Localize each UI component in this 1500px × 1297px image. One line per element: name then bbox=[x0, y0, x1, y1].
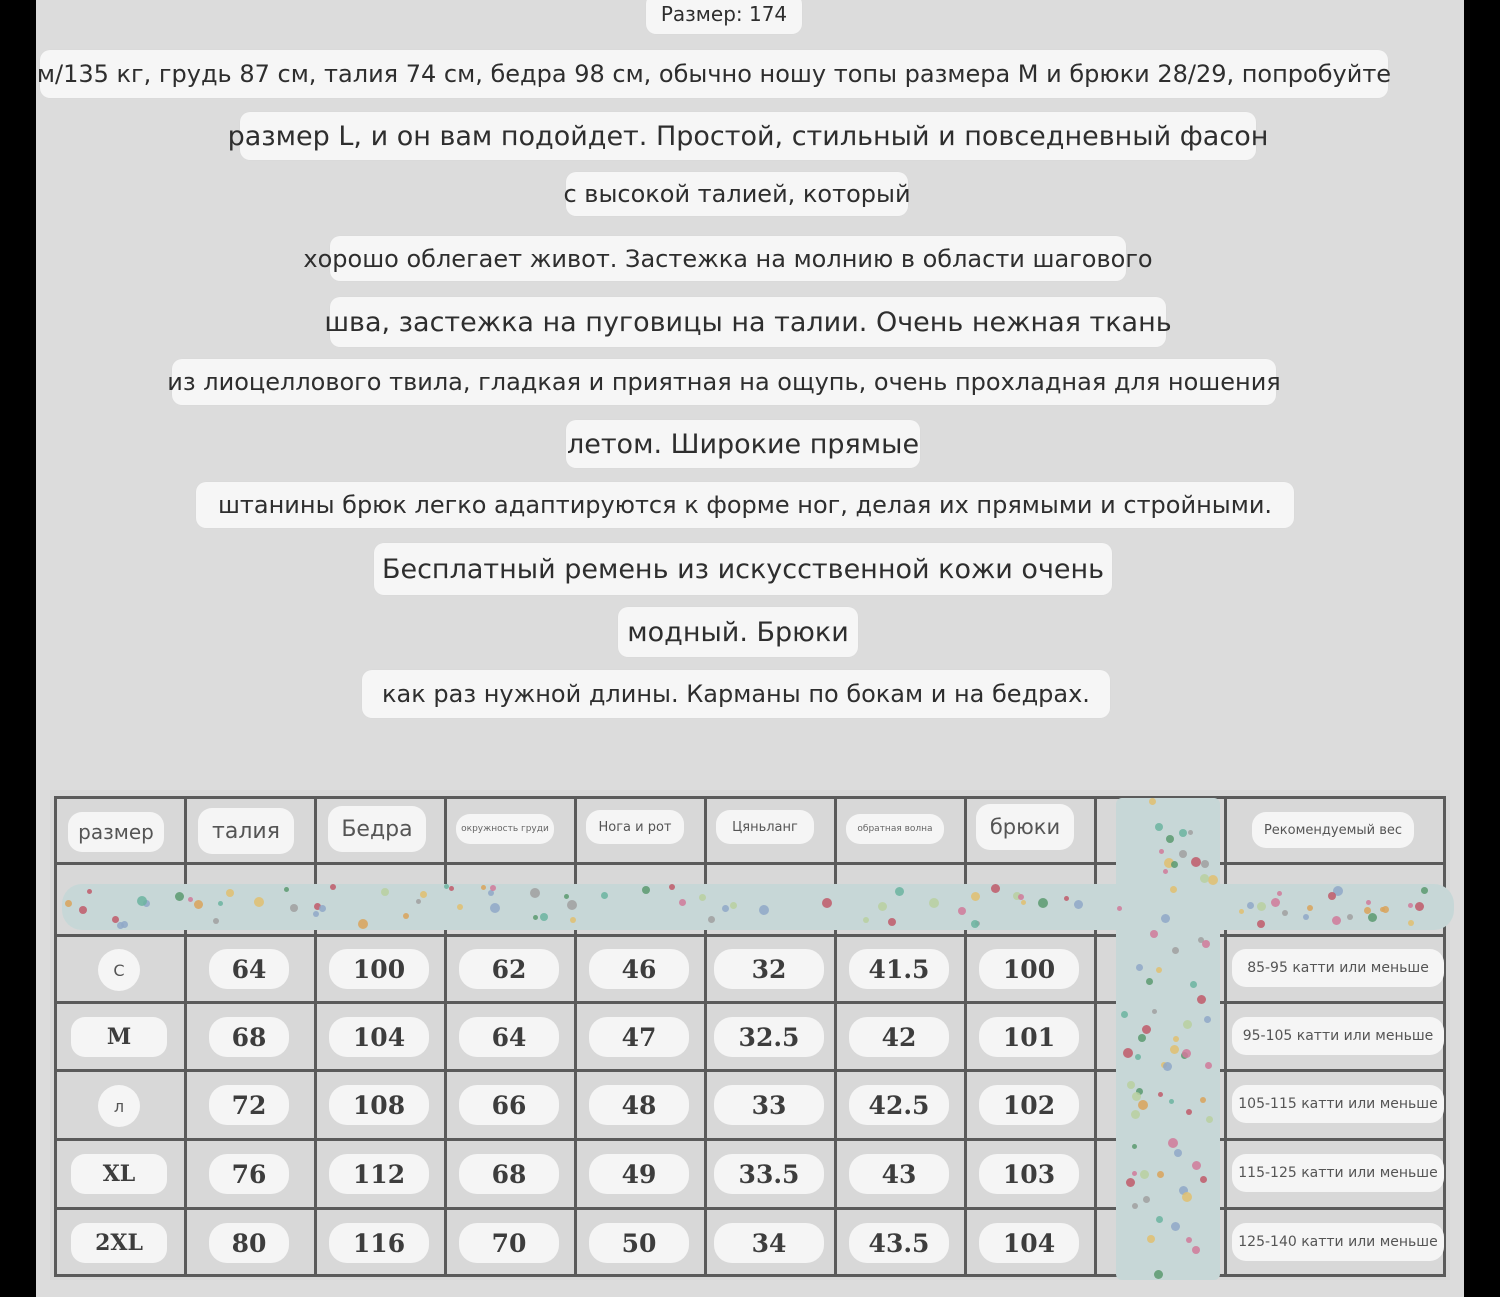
polka-dot bbox=[1170, 1045, 1179, 1054]
measurement-value: 112 bbox=[329, 1154, 429, 1194]
measurement-value: 32.5 bbox=[714, 1017, 824, 1057]
recommended-weight: 115-125 катти или меньше bbox=[1232, 1154, 1444, 1192]
polka-dot bbox=[490, 903, 500, 913]
polka-dot bbox=[1138, 1100, 1148, 1110]
polka-dot bbox=[1038, 898, 1048, 908]
polka-dot bbox=[1277, 891, 1282, 896]
polka-dot bbox=[1143, 1196, 1150, 1203]
polka-dot bbox=[1206, 1116, 1213, 1123]
measurement-value: 50 bbox=[589, 1223, 689, 1263]
polka-dot bbox=[420, 891, 427, 898]
polka-dot bbox=[1074, 900, 1083, 909]
polka-dot bbox=[540, 913, 548, 921]
measurement-value: 116 bbox=[329, 1223, 429, 1263]
polka-dot bbox=[112, 916, 119, 923]
polka-dot bbox=[1205, 1062, 1212, 1069]
header-size: размер bbox=[68, 812, 164, 852]
polka-dot bbox=[1257, 920, 1265, 928]
polka-dot bbox=[284, 887, 289, 892]
polka-dot bbox=[1156, 1216, 1163, 1223]
polka-dot bbox=[457, 904, 463, 910]
polka-dot bbox=[1191, 857, 1201, 867]
polka-dot bbox=[330, 884, 336, 890]
polka-dot bbox=[1282, 910, 1288, 916]
measurement-value: 62 bbox=[459, 949, 559, 989]
polka-dot bbox=[1156, 967, 1162, 973]
polka-dot bbox=[895, 887, 904, 896]
polka-dot bbox=[1131, 1110, 1140, 1119]
polka-dot bbox=[1147, 1235, 1155, 1243]
description-line: с высокой талией, который bbox=[566, 172, 908, 216]
polka-dot bbox=[1132, 1092, 1141, 1101]
polka-dot bbox=[1204, 1016, 1211, 1023]
polka-dot bbox=[1208, 875, 1218, 885]
recommended-weight: 85-95 катти или меньше bbox=[1232, 949, 1444, 987]
recommended-weight: 125-140 катти или меньше bbox=[1232, 1223, 1444, 1261]
polka-dot bbox=[1121, 1011, 1128, 1018]
polka-dot bbox=[213, 918, 219, 924]
polka-dot bbox=[601, 892, 608, 899]
measurement-value: 32 bbox=[714, 949, 824, 989]
polka-dot bbox=[1117, 906, 1122, 911]
polka-dot bbox=[416, 899, 421, 904]
polka-dot bbox=[929, 898, 939, 908]
polka-dot bbox=[79, 906, 87, 914]
description-line: Размер: 174 bbox=[646, 0, 802, 34]
polka-dot bbox=[1146, 978, 1153, 985]
polka-dot bbox=[1142, 1025, 1151, 1034]
polka-dot bbox=[863, 917, 869, 923]
polka-dot bbox=[1154, 1270, 1163, 1279]
polka-dot bbox=[381, 888, 389, 896]
measurement-value: 48 bbox=[589, 1085, 689, 1125]
polka-dot bbox=[1382, 906, 1389, 913]
polka-dot bbox=[1171, 1222, 1180, 1231]
polka-dot bbox=[319, 905, 326, 912]
polka-dot bbox=[1149, 798, 1156, 805]
polka-dot bbox=[1328, 892, 1336, 900]
measurement-value: 41.5 bbox=[849, 949, 949, 989]
measurement-value: 43.5 bbox=[849, 1223, 949, 1263]
polka-dot bbox=[1158, 1092, 1163, 1097]
polka-dot bbox=[175, 892, 184, 901]
measurement-value: 72 bbox=[209, 1085, 289, 1125]
polka-dot bbox=[1239, 909, 1244, 914]
polka-dot bbox=[1247, 902, 1254, 909]
polka-dot bbox=[1152, 1009, 1157, 1014]
polka-dot bbox=[822, 898, 832, 908]
right-black-border bbox=[1464, 0, 1500, 1297]
polka-dot bbox=[358, 919, 368, 929]
polka-dot bbox=[1136, 964, 1143, 971]
polka-dot bbox=[722, 905, 729, 912]
measurement-value: 46 bbox=[589, 949, 689, 989]
polka-dot bbox=[1021, 900, 1026, 905]
polka-dot bbox=[1307, 905, 1313, 911]
description-line: шва, застежка на пуговицы на талии. Очень нежная ткань bbox=[330, 297, 1166, 347]
polka-dot bbox=[530, 888, 540, 898]
polka-dot bbox=[218, 901, 223, 906]
measurement-value: 49 bbox=[589, 1154, 689, 1194]
measurement-value: 76 bbox=[209, 1154, 289, 1194]
measurement-value: 102 bbox=[979, 1085, 1079, 1125]
polka-dot bbox=[1166, 835, 1174, 843]
header-waist: талия bbox=[198, 808, 294, 854]
measurement-value: 100 bbox=[329, 949, 429, 989]
measurement-value: 104 bbox=[329, 1017, 429, 1057]
polka-dot-band-horizontal bbox=[62, 884, 1454, 930]
polka-dot bbox=[1171, 861, 1178, 868]
polka-dot bbox=[1135, 1054, 1141, 1060]
polka-dot bbox=[1140, 1170, 1149, 1179]
recommended-weight: 105-115 катти или меньше bbox=[1232, 1085, 1444, 1123]
polka-dot bbox=[1172, 947, 1179, 954]
measurement-value: 33.5 bbox=[714, 1154, 824, 1194]
polka-dot bbox=[1271, 898, 1280, 907]
polka-dot bbox=[1408, 903, 1413, 908]
polka-dot bbox=[1200, 1097, 1206, 1103]
polka-dot bbox=[254, 897, 264, 907]
description-line: Бесплатный ремень из искусственной кожи очень bbox=[374, 543, 1112, 595]
recommended-weight: 95-105 катти или меньше bbox=[1232, 1017, 1444, 1055]
size-label: 2XL bbox=[71, 1223, 167, 1263]
polka-dot bbox=[1179, 829, 1187, 837]
measurement-value: 104 bbox=[979, 1223, 1079, 1263]
description-line: хорошо облегает живот. Застежка на молнию в области шагового bbox=[330, 236, 1126, 281]
polka-dot bbox=[1169, 1099, 1174, 1104]
polka-dot bbox=[1303, 914, 1309, 920]
polka-dot bbox=[226, 889, 234, 897]
polka-dot bbox=[1132, 1171, 1137, 1176]
header-hips: Бедра bbox=[328, 806, 426, 852]
polka-dot bbox=[490, 885, 496, 891]
polka-dot bbox=[1173, 1036, 1179, 1042]
polka-dot bbox=[1179, 850, 1187, 858]
polka-dot bbox=[958, 907, 966, 915]
measurement-value: 80 bbox=[209, 1223, 289, 1263]
polka-dot bbox=[699, 894, 706, 901]
polka-dot bbox=[65, 900, 72, 907]
polka-dot bbox=[1257, 902, 1266, 911]
polka-dot bbox=[1064, 896, 1069, 901]
polka-dot bbox=[991, 884, 1000, 893]
polka-dot bbox=[1186, 1237, 1192, 1243]
polka-dot bbox=[1368, 913, 1377, 922]
polka-dot bbox=[1190, 981, 1197, 988]
polka-dot bbox=[570, 917, 576, 923]
polka-dot bbox=[194, 900, 203, 909]
header-pants-length: брюки bbox=[976, 804, 1074, 850]
measurement-value: 108 bbox=[329, 1085, 429, 1125]
polka-dot bbox=[1123, 1048, 1133, 1058]
polka-dot bbox=[1150, 930, 1158, 938]
polka-dot bbox=[1161, 914, 1170, 923]
polka-dot bbox=[669, 884, 675, 890]
polka-dot bbox=[121, 921, 128, 928]
size-label: С bbox=[98, 949, 140, 991]
measurement-value: 64 bbox=[459, 1017, 559, 1057]
polka-dot bbox=[1192, 1161, 1201, 1170]
polka-dot bbox=[1200, 874, 1209, 883]
polka-dot bbox=[1421, 887, 1428, 894]
header-front-rise: Цяньланг bbox=[716, 810, 814, 844]
description-line: модный. Брюки bbox=[618, 607, 858, 657]
polka-dot bbox=[888, 918, 896, 926]
polka-dot bbox=[971, 892, 980, 901]
polka-dot bbox=[1192, 1246, 1200, 1254]
polka-dot bbox=[313, 911, 319, 917]
measurement-value: 103 bbox=[979, 1154, 1079, 1194]
measurement-value: 34 bbox=[714, 1223, 824, 1263]
polka-dot bbox=[567, 900, 577, 910]
polka-dot bbox=[1163, 869, 1168, 874]
polka-dot bbox=[1202, 940, 1210, 948]
polka-dot bbox=[1200, 1176, 1207, 1183]
measurement-value: 42.5 bbox=[849, 1085, 949, 1125]
polka-dot bbox=[759, 905, 769, 915]
polka-dot bbox=[971, 920, 979, 928]
polka-dot bbox=[533, 915, 538, 920]
polka-dot bbox=[137, 896, 147, 906]
polka-dot bbox=[1408, 920, 1414, 926]
polka-dot bbox=[1157, 1171, 1164, 1178]
polka-dot bbox=[403, 913, 409, 919]
measurement-value: 47 bbox=[589, 1017, 689, 1057]
measurement-value: 101 bbox=[979, 1017, 1079, 1057]
header-recommended-weight: Рекомендуемый вес bbox=[1252, 812, 1414, 848]
polka-dot bbox=[730, 902, 737, 909]
measurement-value: 68 bbox=[459, 1154, 559, 1194]
polka-dot bbox=[481, 885, 486, 890]
polka-dot bbox=[449, 886, 454, 891]
measurement-value: 42 bbox=[849, 1017, 949, 1057]
size-table bbox=[50, 790, 1450, 1280]
polka-dot bbox=[1188, 830, 1193, 835]
polka-dot bbox=[1132, 1144, 1137, 1149]
polka-dot bbox=[87, 889, 92, 894]
polka-dot bbox=[1132, 1203, 1138, 1209]
polka-dot bbox=[1332, 916, 1341, 925]
measurement-value: 43 bbox=[849, 1154, 949, 1194]
polka-dot bbox=[1186, 1109, 1192, 1115]
polka-dot bbox=[1155, 823, 1163, 831]
polka-dot bbox=[290, 904, 298, 912]
polka-dot bbox=[1127, 1081, 1135, 1089]
polka-dot-band-vertical bbox=[1116, 798, 1220, 1280]
polka-dot bbox=[1366, 900, 1371, 905]
size-label: XL bbox=[71, 1154, 167, 1194]
polka-dot bbox=[1197, 995, 1206, 1004]
header-chest: окружность груди bbox=[456, 814, 554, 844]
measurement-value: 68 bbox=[209, 1017, 289, 1057]
size-label: л bbox=[98, 1085, 140, 1127]
description-line: летом. Широкие прямые bbox=[566, 420, 920, 468]
header-back-rise: обратная волна bbox=[846, 814, 944, 844]
polka-dot bbox=[1201, 860, 1209, 868]
polka-dot bbox=[1183, 1020, 1192, 1029]
description-line: из лиоцеллового твила, гладкая и приятная на ощупь, очень прохладная для ношения bbox=[172, 359, 1276, 405]
polka-dot bbox=[679, 899, 686, 906]
description-line: как раз нужной длины. Карманы по бокам и на бедрах. bbox=[362, 670, 1110, 718]
polka-dot bbox=[878, 902, 887, 911]
polka-dot bbox=[708, 916, 715, 923]
polka-dot bbox=[1347, 914, 1353, 920]
polka-dot bbox=[188, 897, 193, 902]
left-black-border bbox=[0, 0, 36, 1297]
polka-dot bbox=[1170, 886, 1177, 893]
description-line: размер L, и он вам подойдет. Простой, стильный и повседневный фасон bbox=[240, 112, 1256, 160]
polka-dot bbox=[1138, 1034, 1146, 1042]
polka-dot bbox=[1126, 1178, 1135, 1187]
measurement-value: 33 bbox=[714, 1085, 824, 1125]
polka-dot bbox=[564, 894, 569, 899]
polka-dot bbox=[1168, 1138, 1178, 1148]
header-leg-opening: Нога и рот bbox=[586, 810, 684, 844]
measurement-value: 70 bbox=[459, 1223, 559, 1263]
measurement-value: 100 bbox=[979, 949, 1079, 989]
polka-dot bbox=[1182, 1049, 1191, 1058]
polka-dot bbox=[1182, 1192, 1192, 1202]
description-line: штанины брюк легко адаптируются к форме ног, делая их прямыми и стройными. bbox=[196, 482, 1294, 528]
measurement-value: 64 bbox=[209, 949, 289, 989]
size-label: М bbox=[71, 1017, 167, 1057]
polka-dot bbox=[642, 886, 650, 894]
polka-dot bbox=[1174, 1149, 1182, 1157]
polka-dot bbox=[1415, 902, 1424, 911]
description-line: м/135 кг, грудь 87 см, талия 74 см, бедра 98 см, обычно ношу топы размера M и брюки 28/29, попробуйте bbox=[40, 50, 1388, 98]
polka-dot bbox=[1159, 849, 1164, 854]
polka-dot bbox=[1163, 1062, 1172, 1071]
measurement-value: 66 bbox=[459, 1085, 559, 1125]
